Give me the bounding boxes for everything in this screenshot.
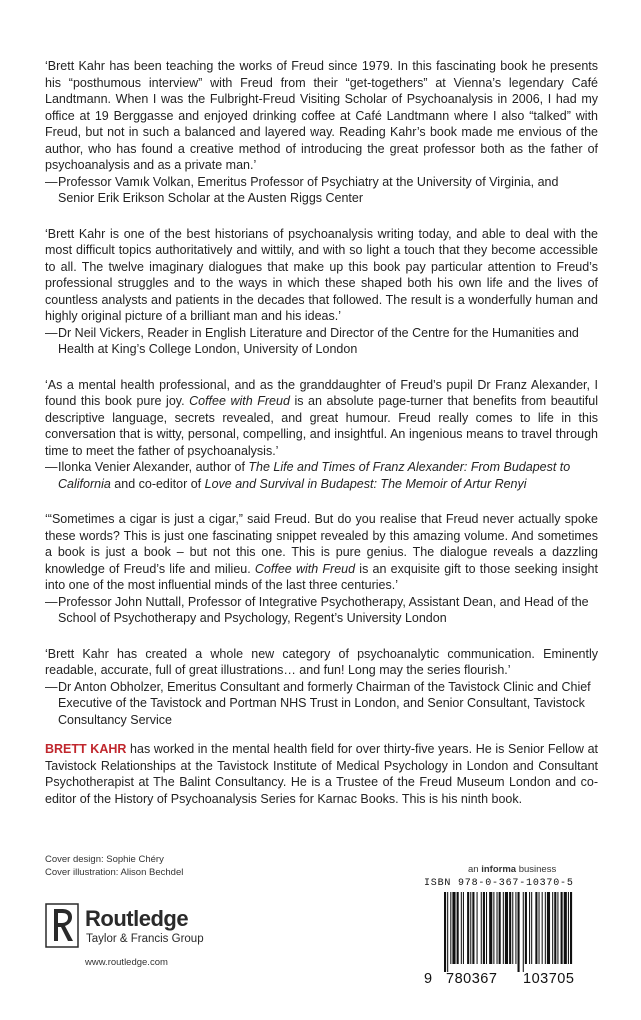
publisher-name: Routledge: [85, 906, 189, 931]
barcode-group-left: 780367: [446, 971, 498, 987]
barcode-bar: [477, 892, 478, 964]
barcode-bar: [545, 892, 546, 964]
endorsement-alexander: [45, 377, 598, 493]
barcode-digit-first: 9: [424, 971, 433, 987]
barcode-bar: [447, 892, 448, 972]
barcode-bar: [557, 892, 558, 964]
endorsement-attribution: [45, 174, 598, 207]
quote-part: ‘“Sometimes a cigar is just a cigar,” said Freud. But do you realise that Freud never actually spoke these words? This is just one fascinating snippet revealed by this amazing volume. And sometimes a book is just a book – but not this one. This is pure genius. The dialogue reveals a dazzling knowledge of Freud’s life and milieu.: [45, 512, 598, 576]
barcode-bar: [542, 892, 543, 964]
barcode-bar: [509, 892, 511, 964]
endorsement-quote: [45, 511, 598, 594]
informa-prefix: an: [468, 864, 482, 875]
endorsement-quote: ‘Brett Kahr is one of the best historians of psychoanalysis writing today, and able to deal with the most difficult topics authoritatively and wittily, and with so light a touch that they become accessible to all. The twelve imaginary dialogues that make up this book pay particular attention to Freud’s professional struggles and to the ways in which these shaped both his own life and the lives of countless analysts and patients in the decades that followed. The result is a wonderfully human and highly original picture of a brilliant man and his ideas.’: [45, 226, 598, 323]
endorsement-volkan: [45, 58, 598, 207]
barcode-bar: [461, 892, 462, 964]
quote-part: ‘As a mental health professional, and as the granddaughter of Freud’s pupil Dr Franz Alexander, I found this book pure joy.: [45, 377, 598, 408]
cited-title: The Life and Times of Franz Alexander: From Budapest to California: [58, 460, 571, 491]
quote-part: is an exquisite gift to those seeking insight into one of the most influential minds of the last three centuries.’: [45, 561, 598, 592]
book-title: Coffee with Freud: [189, 394, 290, 408]
barcode-bar: [535, 892, 537, 964]
barcode-bar: [489, 892, 492, 964]
barcode-bar: [512, 892, 513, 964]
attribution-text: Dr Anton Obholzer, Emeritus Consultant and formerly Chairman of the Tavistock Clinic and Chief Executive of the Tavistock and Portman NHS Trust in London, and Senior Consultant, Tavistock Consultancy Service: [58, 679, 591, 727]
attribution-text: Professor John Nuttall, Professor of Integrative Psychotherapy, Assistant Dean, and Head of the School of Psychotherapy and Psychology, Regent’s University London: [58, 594, 589, 625]
barcode-bar: [529, 892, 530, 964]
barcode-bar: [472, 892, 474, 964]
barcode-bar: [467, 892, 469, 964]
barcode-group-right: 103705: [523, 971, 575, 987]
barcode-bar: [554, 892, 556, 964]
isbn-barcode: [424, 878, 600, 990]
routledge-r-icon: [45, 903, 79, 948]
barcode-bar: [483, 892, 485, 964]
barcode-bar: [457, 892, 459, 964]
endorsement-obholzer: [45, 646, 598, 729]
barcode-bar: [568, 892, 569, 964]
quote-part: is an absolute page-turner that benefits from beautiful descriptive language, secrets revealed, and great humour. Freud really comes to life in this conversation that is witty, personal, compelling, and insightful. An ingenious means to travel through time to meet the father of psychoanalysis.’: [45, 394, 598, 458]
barcode-bar: [570, 892, 572, 964]
cover-credits: [45, 853, 183, 879]
barcode-bar: [539, 892, 540, 964]
attribution-text: Dr Neil Vickers, Reader in English Literature and Director of the Centre for the Humanities and Health at King’s College London, University of London: [58, 325, 579, 356]
endorsement-nuttall: [45, 511, 598, 627]
barcode-bar: [452, 892, 455, 964]
cited-title: Love and Survival in Budapest: The Memoir of Artur Renyi: [204, 476, 527, 491]
attribution-dash: —: [45, 594, 58, 609]
routledge-logo: [45, 903, 215, 948]
barcode-bar: [481, 892, 482, 964]
attribution-dash: —: [45, 325, 58, 340]
endorsement-quote: ‘Brett Kahr has created a whole new category of psychoanalytic communication. Eminently readable, accurate, full of great illustrations… and fun! Long may the series flourish.’: [45, 646, 598, 677]
barcode-bar: [525, 892, 527, 964]
endorsement-quote: [45, 377, 598, 460]
informa-tagline: [468, 864, 556, 875]
publisher-group: Taylor & Francis Group: [86, 933, 204, 945]
barcode-bar: [499, 892, 501, 964]
attribution-dash: —: [45, 460, 58, 474]
barcode-bar: [531, 892, 532, 964]
barcode-bar: [470, 892, 471, 964]
endorsement-attribution: [45, 459, 598, 492]
endorsement-attribution: [45, 325, 598, 358]
barcode-bar: [552, 892, 553, 964]
barcode-bar: [463, 892, 464, 964]
barcode-bar: [523, 892, 524, 972]
barcode-bar: [503, 892, 504, 964]
barcode-bar: [493, 892, 494, 964]
isbn-text: ISBN 978-0-367-10370-5: [424, 878, 574, 889]
attribution-dash: —: [45, 174, 58, 189]
author-bio: [45, 741, 598, 807]
book-title: Coffee with Freud: [254, 561, 356, 576]
author-name: BRETT KAHR: [45, 742, 127, 756]
barcode-bar: [518, 892, 520, 972]
attribution-part: Ilonka Venier Alexander, author of: [58, 460, 249, 474]
endorsement-attribution: [45, 679, 598, 729]
author-bio-text: has worked in the mental health field for over thirty-five years. He is Senior Fellow at Tavistock Relationships at the Tavistock Institute of Medical Psychology in London and Consultant Psychotherapist at The Balint Consultancy. He is a Trustee of the Freud Museum London and co-editor of the History of Psychoanalysis Series for Karnac Books. This is his ninth book.: [45, 742, 598, 806]
barcode-bar: [497, 892, 498, 964]
publisher-website: www.routledge.com: [85, 957, 168, 968]
barcode-bars: [430, 892, 600, 972]
endorsement-vickers: [45, 226, 598, 358]
cover-design-credit: Cover design: Sophie Chéry: [45, 854, 164, 865]
barcode-bar: [547, 892, 550, 964]
endorsement-quote: ‘Brett Kahr has been teaching the works of Freud since 1979. In this fascinating book he presents his “posthumous interview” with Freud from their “get-togethers” at Vienna’s legendary Café Landtmann. When I was the Fulbright-Freud Visiting Scholar of Psychoanalysis in 2006, I had my office at 19 Berggasse and enjoyed drinking coffee at Café Landtmann where I also “talked” with Freud, but not in such a balanced and layered way. Reading Kahr’s book made me envious of the author, who has found a creative method of introducing the great professor both as the father of psychoanalysis and as a private man.’: [45, 59, 598, 172]
cover-illustration-credit: Cover illustration: Alison Bechdel: [45, 867, 184, 878]
barcode-bar: [450, 892, 451, 964]
barcode-bar: [564, 892, 567, 964]
barcode-bar: [505, 892, 508, 964]
attribution-dash: —: [45, 679, 58, 694]
endorsement-attribution: [45, 594, 598, 627]
informa-suffix: business: [516, 864, 557, 875]
barcode-bar: [444, 892, 446, 972]
barcode-bar: [561, 892, 563, 964]
informa-brand: informa: [481, 864, 517, 875]
barcode-bar: [486, 892, 487, 964]
attribution-part: and co-editor of: [110, 476, 205, 491]
endorsements: [45, 58, 598, 747]
attribution-text: Professor Vamık Volkan, Emeritus Professor of Psychiatry at the University of Virginia, and Senior Erik Erikson Scholar at the Austen Riggs Center: [58, 174, 559, 205]
barcode-bar: [515, 892, 516, 964]
